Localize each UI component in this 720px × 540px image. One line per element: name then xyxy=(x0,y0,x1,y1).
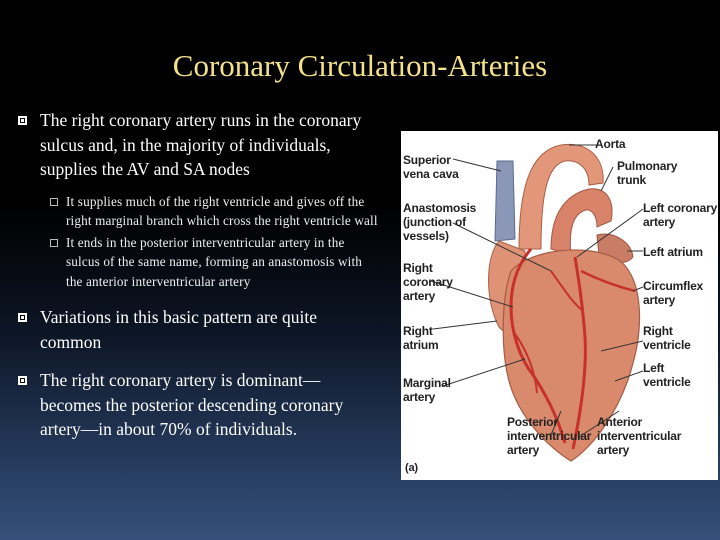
hollow-square-bullet-icon xyxy=(50,198,58,206)
sub-bullet-item xyxy=(18,192,378,231)
label-left-atrium: Left atrium xyxy=(643,245,703,259)
label-pulmonary-trunk: Pulmonary trunk xyxy=(617,159,678,187)
bullet-item xyxy=(18,368,378,442)
label-aorta: Aorta xyxy=(595,137,626,151)
square-bullet-icon xyxy=(18,116,27,125)
bullet-text: The right coronary artery is dominant—becomes the posterior descending coronary artery—in about 70% of individuals. xyxy=(40,370,344,439)
label-anastomosis: Anastomosis (junction of vessels) xyxy=(403,201,477,243)
sub-bullet-text: It supplies much of the right ventricle and gives off the right marginal branch which cross the right ventricle wall xyxy=(66,193,378,228)
label-right-coronary-artery: Right coronary artery xyxy=(403,261,453,303)
label-right-ventricle: Right ventricle xyxy=(643,324,691,352)
bullet-item xyxy=(18,305,378,354)
label-anterior-interventricular-artery: Anterior interventricular artery xyxy=(597,415,682,457)
bullet-list xyxy=(18,108,378,442)
label-superior-vena-cava: Superior vena cava xyxy=(403,153,459,181)
bullet-text: The right coronary artery runs in the coronary sulcus and, in the majority of individuals, supplies the AV and SA nodes xyxy=(40,110,362,179)
bullet-item xyxy=(18,108,378,182)
label-left-ventricle: Left ventricle xyxy=(643,361,691,389)
label-right-atrium: Right atrium xyxy=(403,324,439,352)
label-posterior-interventricular-artery: Posterior interventricular artery xyxy=(507,415,592,457)
slide-title: Coronary Circulation-Arteries xyxy=(172,48,548,83)
square-bullet-icon xyxy=(18,376,27,385)
label-panel: (a) xyxy=(405,462,418,474)
bullet-text: Variations in this basic pattern are quite common xyxy=(40,307,318,352)
square-bullet-icon xyxy=(18,313,27,322)
label-left-coronary-artery: Left coronary artery xyxy=(643,201,718,229)
sub-bullet-text: It ends in the posterior interventricular artery in the sulcus of the same name, forming an anastomosis with the anterior interventricular artery xyxy=(66,234,363,289)
label-circumflex-artery: Circumflex artery xyxy=(643,279,704,307)
sub-bullet-item xyxy=(18,233,378,292)
label-marginal-artery: Marginal artery xyxy=(403,376,451,404)
superior-vena-cava-shape xyxy=(495,161,515,241)
hollow-square-bullet-icon xyxy=(50,239,58,247)
heart-diagram xyxy=(401,131,718,480)
